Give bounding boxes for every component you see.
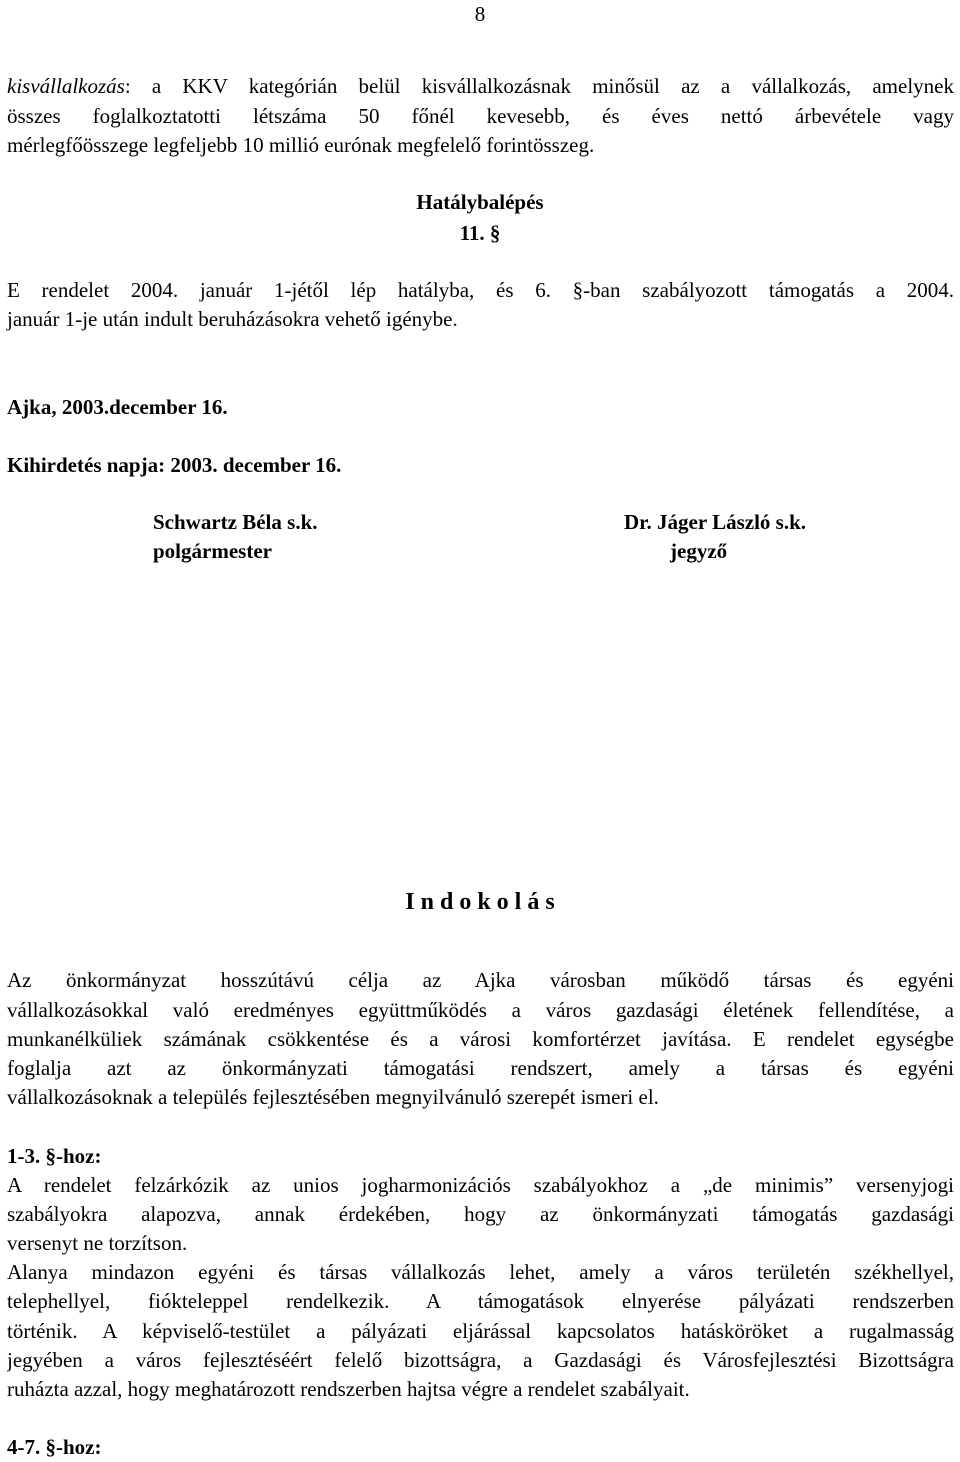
intro-line-5: vállalkozásoknak a település fejlesztésében megnyilvánuló szerepét ismeri el.: [7, 1085, 659, 1109]
sec1-line-4: Alanya mindazon egyéni és társas vállalkozás lehet, amely a város területén székhellyel,: [7, 1260, 954, 1284]
place-date: Ajka, 2003.december 16.: [7, 395, 228, 419]
definition-line-2: összes foglalkoztatotti létszáma 50 főnél kevesebb, és éves nettó árbevétele vagy: [7, 104, 954, 128]
sec1-line-6: történik. A képviselő-testület a pályázati eljárással kapcsolatos hatásköröket a rugalmasság: [7, 1319, 954, 1343]
justification-title: I n d o k o l á s: [405, 889, 555, 915]
sec1-line-7: jegyében a város fejlesztéséért felelő bizottságra, a Gazdasági és Városfejlesztési Bizottságra: [7, 1348, 954, 1372]
definition-text-1: : a KKV kategórián belül kisvállalkozásnak minősül az a vállalkozás, amelynek: [124, 74, 954, 98]
sec1-line-1: A rendelet felzárkózik az unios jogharmonizációs szabályokhoz a „de minimis” versenyjogi: [7, 1173, 954, 1197]
section-1-3-heading: 1-3. §-hoz:: [7, 1144, 102, 1168]
effective-line-1: E rendelet 2004. január 1-jétől lép hatályba, és 6. §-ban szabályozott támogatás a 2004.: [7, 278, 954, 302]
definition-term: kisvállalkozás: [7, 74, 125, 98]
definition-line-1: [7, 72, 954, 101]
sec1-line-2: szabályokra alapozva, annak érdekében, hogy az önkormányzati támogatás gazdasági: [7, 1202, 954, 1226]
signature-right-title: jegyző: [670, 539, 728, 563]
intro-line-1: Az önkormányzat hosszútávú célja az Ajka városban működő társas és egyéni: [7, 968, 954, 992]
section-4-7-heading: 4-7. §-hoz:: [7, 1435, 102, 1459]
promulgation-date: Kihirdetés napja: 2003. december 16.: [7, 453, 342, 477]
signature-left-name: Schwartz Béla s.k.: [153, 510, 318, 534]
sec1-line-5: telephellyel, fiókteleppel rendelkezik. A támogatások elnyerése pályázati rendszerben: [7, 1289, 954, 1313]
sec1-line-8: ruházta azzal, hogy meghatározott rendszerben hajtsa végre a rendelet szabályait.: [7, 1377, 690, 1401]
page-number: 8: [474, 2, 486, 26]
intro-line-3: munkanélküliek számának csökkentése és a városi komfortérzet javítása. E rendelet egységbe: [7, 1027, 954, 1051]
effective-line-2: január 1-je után indult beruházásokra vehető igénybe.: [7, 307, 458, 331]
intro-line-4: foglalja azt az önkormányzati támogatási rendszert, amely a társas és egyéni: [7, 1056, 954, 1080]
sec1-line-3: versenyt ne torzítson.: [7, 1231, 188, 1255]
effective-section: 11. §: [459, 221, 501, 245]
intro-line-2: vállalkozásokkal való eredményes együttműködés a város gazdasági életének fellendítése, a: [7, 998, 954, 1022]
effective-heading: Hatálybalépés: [416, 190, 544, 214]
signature-right-name: Dr. Jáger László s.k.: [624, 510, 807, 534]
signature-left-title: polgármester: [153, 539, 272, 563]
definition-line-3: mérlegfőösszege legfeljebb 10 millió eurónak megfelelő forintösszeg.: [7, 133, 595, 157]
